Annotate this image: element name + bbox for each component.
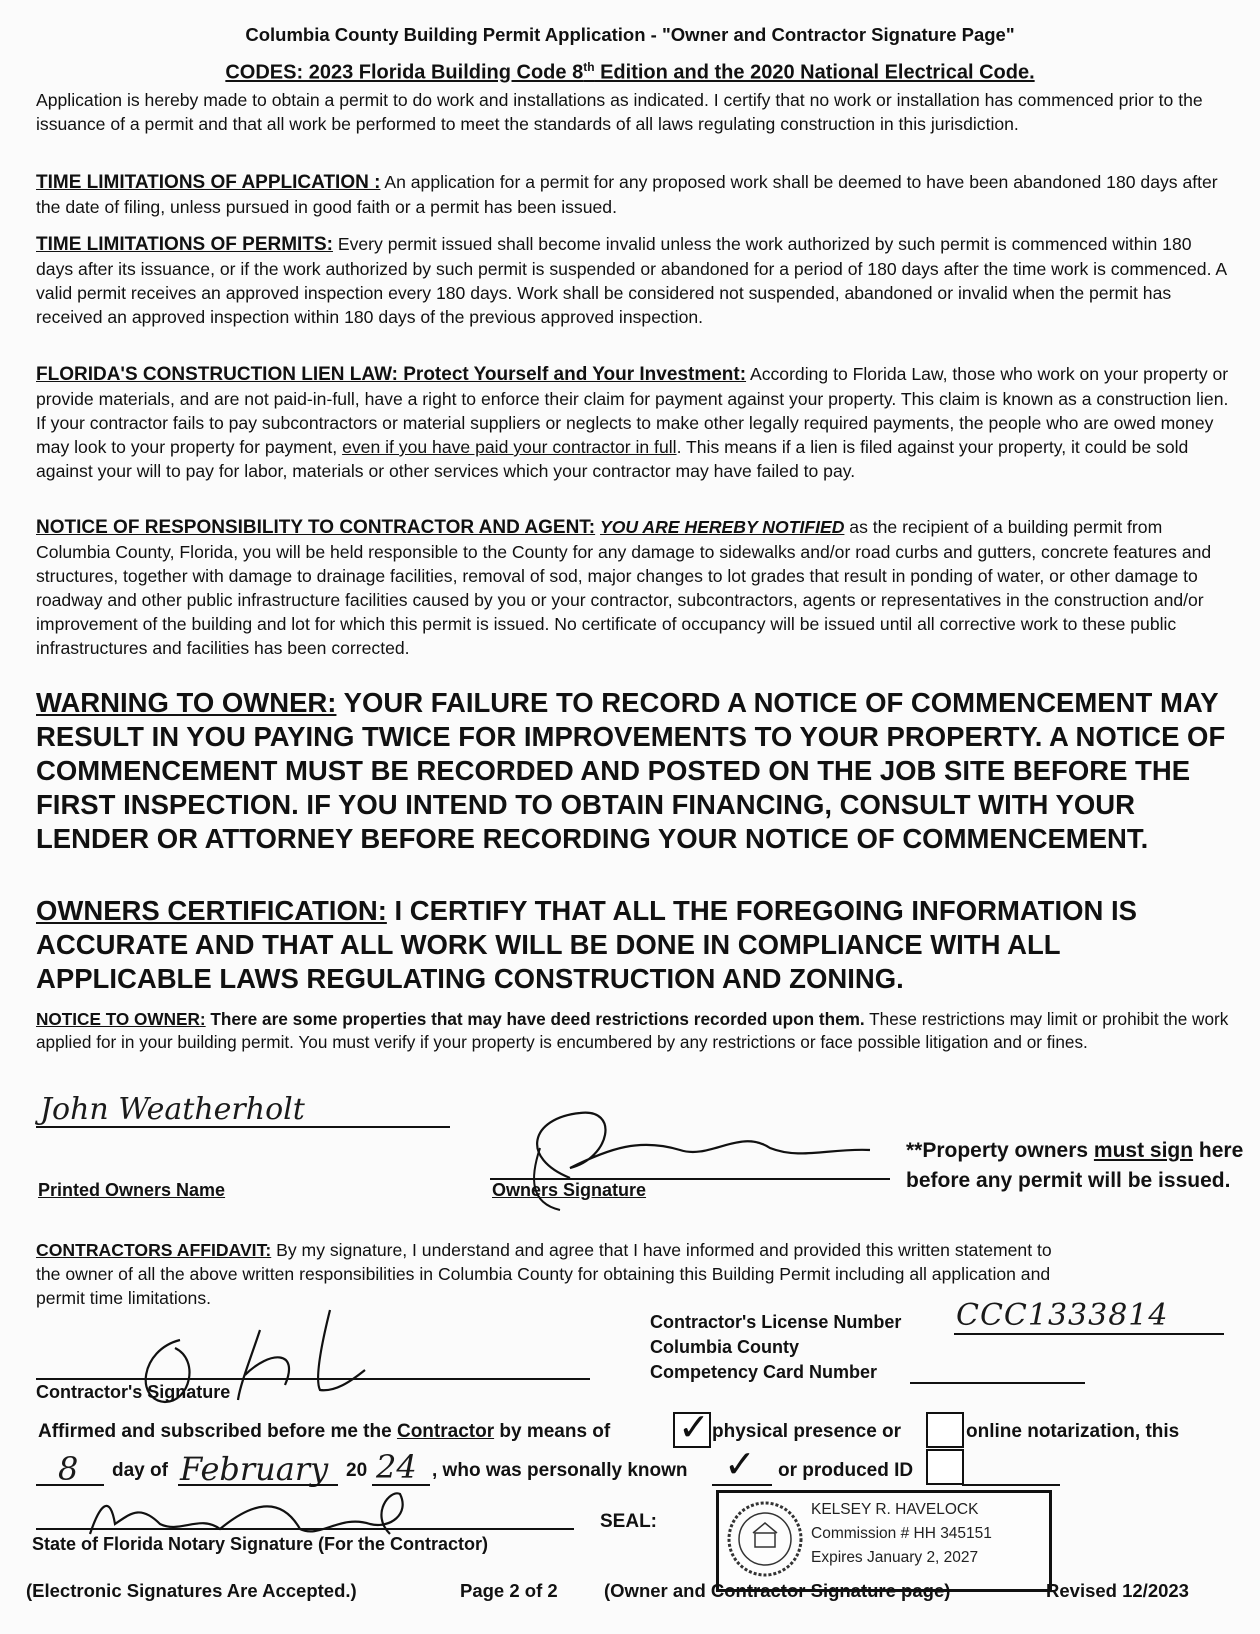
contractor-signature-line: [36, 1378, 590, 1380]
competency-card-line: [910, 1382, 1085, 1384]
lien-law: [36, 362, 1231, 483]
online-notarization-checkbox[interactable]: [926, 1412, 964, 1448]
stamp-name: KELSEY R. HAVELOCK: [811, 1501, 979, 1518]
page-number: Page 2 of 2: [460, 1580, 558, 1601]
electronic-signatures-note: (Electronic Signatures Are Accepted.): [26, 1580, 357, 1601]
personally-known-label: , who was personally known: [432, 1460, 688, 1481]
produced-id-label: or produced ID: [778, 1460, 914, 1481]
stamp-expires: Expires January 2, 2027: [811, 1549, 979, 1566]
owner-note-post: here before any permit will be issued.: [906, 1139, 1244, 1192]
license-label: Contractor's License Number: [650, 1312, 902, 1332]
page-name: (Owner and Contractor Signature page): [604, 1580, 951, 1601]
warning-text: YOUR FAILURE TO RECORD A NOTICE OF COMMENCEMENT MAY RESULT IN YOU PAYING TWICE FOR IMPROVEMENTS TO YOUR PROPERTY. A NOTICE OF COMMENCEMENT MUST BE RECORDED AND POSTED ON THE JOB SITE BEFORE THE FIRST INSPECTION. IF YOU INTEND TO OBTAIN FINANCING, CONSULT WITH YOUR LENDER OR ATTORNEY BEFORE RECORDING YOUR NOTICE OF COMMENCEMENT.: [36, 687, 1226, 854]
intro-paragraph: Application is hereby made to obtain a permit to do work and installations as indicated. I certify that no work or installation has commenced prior to the issuance of a permit and that all work be performed to meet the standards of all laws regulating construction in this jurisdiction.: [36, 90, 1203, 134]
county-label: Columbia County: [650, 1337, 799, 1357]
notice-resp-heading: NOTICE OF RESPONSIBILITY TO CONTRACTOR AND AGENT:: [36, 517, 596, 538]
year-prefix: 20: [346, 1460, 368, 1481]
printed-name-line: [36, 1126, 450, 1128]
owner-sign-note: [906, 1136, 1251, 1196]
notary-signature-label: State of Florida Notary Signature (For the Contractor): [32, 1534, 489, 1554]
notary-signature-line: [36, 1528, 574, 1530]
lien-text-2: . This means if a lien is filed against your property, it could be sold against your will to pay for labor, materials or other services which your contractor may have failed to pay.: [36, 437, 1189, 481]
notice-resp-notified: YOU ARE HEREBY NOTIFIED: [600, 517, 845, 537]
codes-line: [0, 60, 1260, 85]
lien-heading: FLORIDA'S CONSTRUCTION LIEN LAW: Protect Yourself and Your Investment:: [36, 364, 747, 385]
affidavit-text: By my signature, I understand and agree that I have informed and provided this written statement to the owner of all the above written responsibilities in Columbia County for obtaining this Building Permit including all application and permit time limitations.: [36, 1240, 1052, 1308]
produced-id-line: [962, 1484, 1060, 1486]
personally-known-check-icon: ✓: [724, 1442, 756, 1486]
notice-owner-heading: NOTICE TO OWNER:: [36, 1009, 206, 1029]
license-line: [954, 1333, 1224, 1335]
owner-signature-label: Owners Signature: [492, 1180, 647, 1200]
owners-certification: [36, 894, 1236, 996]
time-permits-heading: TIME LIMITATIONS OF PERMITS:: [36, 234, 333, 255]
year-value: 24: [376, 1448, 417, 1486]
contractor-signature-label: Contractor's Signature: [36, 1382, 231, 1402]
time-app-text: An application for a permit for any proposed work shall be deemed to have been abandoned 180 days after the date of filing, unless pursued in good faith or a permit has been issued.: [36, 172, 1218, 217]
codes-pre: CODES: 2023 Florida Building Code 8: [225, 61, 584, 84]
time-limit-permits: [36, 232, 1231, 329]
owner-cert-text: I CERTIFY THAT ALL THE FOREGOING INFORMATION IS ACCURATE AND THAT ALL WORK WILL BE DONE IN COMPLIANCE WITH ALL APPLICABLE LAWS REGULATING CONSTRUCTION AND ZONING.: [36, 895, 1137, 994]
month-value: February: [180, 1450, 329, 1488]
stamp-commission: Commission # HH 345151: [811, 1525, 992, 1542]
time-permits-text: Every permit issued shall become invalid unless the work authorized by such permit is commenced within 180 days after its issuance, or if the work authorized by such permit is suspended or abandoned for a period of 180 days after the time work is commenced. A valid permit receives an approved inspection every 180 days. Work shall be considered not suspended, abandoned or invalid when the permit has received an approved inspection within 180 days of the previous approved inspection.: [36, 234, 1227, 327]
notice-owner-text: These restrictions may limit or prohibit the work applied for in your building permit. You must verify if your property is encumbered by any restrictions or face possible litigation and or fines.: [36, 1009, 1229, 1052]
notice-resp-text: as the recipient of a building permit from Columbia County, Florida, you will be held responsible to the County for any damage to sidewalks and/or road curbs and gutters, concrete features and structures, together with damage to drainage facilities, removal of sod, major changes to lot grades that result in ponding of water, or other damage to roadway and other public infrastructure facilities caused by you or your contractor, subcontractors, agents or representatives in the construction and/or improvement of the building and lot for which this permit is issued. No certificate of occupancy will be issued until all corrective work to these public infrastructures and facilities has been corrected.: [36, 517, 1212, 658]
affirm-contractor: Contractor: [396, 1421, 495, 1442]
warning-to-owner: [36, 686, 1236, 856]
codes-sup: th: [583, 60, 595, 74]
competency-card-label: Competency Card Number: [650, 1362, 878, 1382]
codes-post: Edition and the 2020 National Electrical Code.: [594, 61, 1035, 84]
notary-seal-emblem: [725, 1499, 805, 1579]
affirm-text: [38, 1421, 610, 1443]
day-of-label: day of: [112, 1460, 168, 1481]
notary-stamp: [716, 1490, 1052, 1592]
time-app-heading: TIME LIMITATIONS OF APPLICATION :: [36, 172, 381, 193]
online-notarization-label: online notarization, this: [966, 1421, 1180, 1442]
day-value: 8: [58, 1450, 79, 1488]
owner-note-must: must sign: [1093, 1139, 1194, 1162]
warning-heading: WARNING TO OWNER:: [36, 687, 337, 718]
seal-label: SEAL:: [600, 1511, 657, 1532]
affirm-pre: Affirmed and subscribed before me the: [38, 1421, 397, 1442]
affidavit-heading: CONTRACTORS AFFIDAVIT:: [36, 1240, 272, 1260]
physical-presence-check-icon: ✓: [678, 1405, 710, 1449]
printed-owner-name-value: John Weatherholt: [40, 1092, 305, 1127]
produced-id-checkbox[interactable]: [926, 1449, 964, 1485]
lien-underlined: even if you have paid your contractor in full: [342, 437, 677, 457]
license-value: CCC1333814: [956, 1298, 1169, 1333]
time-limit-application: [36, 170, 1231, 219]
page-title: Columbia County Building Permit Application - "Owner and Contractor Signature Page": [245, 24, 1015, 45]
owner-cert-heading: OWNERS CERTIFICATION:: [36, 895, 387, 926]
notice-owner-bold: There are some properties that may have deed restrictions recorded upon them.: [205, 1009, 865, 1029]
printed-owner-name-label: Printed Owners Name: [38, 1180, 226, 1200]
physical-presence-label: physical presence or: [712, 1421, 902, 1442]
notice-to-owner: [36, 1008, 1231, 1054]
revised-date: Revised 12/2023: [1046, 1580, 1189, 1601]
lien-text-1: According to Florida Law, those who work on your property or provide materials, and are not paid-in-full, have a right to enforce their claim for payment against your property. This claim is known as a construction lien. If your contractor fails to pay subcontractors or material suppliers or neglects to make other legally required payments, the people who are owed money may look to your property for payment,: [36, 364, 1229, 457]
affirm-means: by means of: [494, 1421, 611, 1442]
notice-responsibility: [36, 515, 1231, 660]
owner-note-pre: **Property owners: [906, 1139, 1094, 1162]
